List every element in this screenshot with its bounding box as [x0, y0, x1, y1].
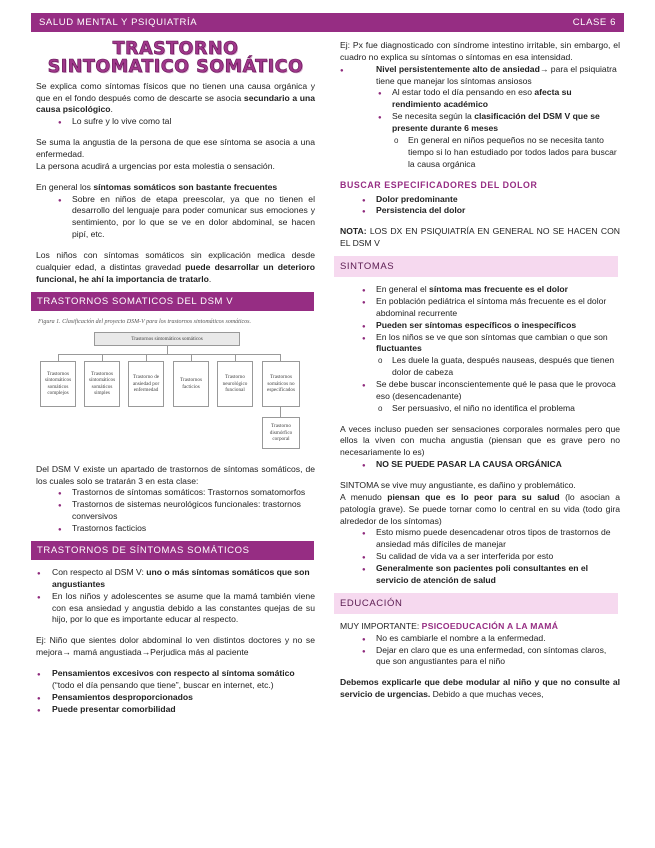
list-item: ● Pensamientos desproporcionados: [36, 692, 315, 704]
list-item: ● Trastornos facticios: [36, 523, 315, 535]
list-item: ● No es cambiarle el nombre a la enfermedad.: [340, 633, 620, 645]
diagram-box: Trastornos somáticos no especificados: [262, 361, 300, 407]
diagram-box: Trastorno neurológico funcional: [217, 361, 253, 407]
list-item: ● Trastornos de síntomas somáticos: Trastornos somatomorfos: [36, 487, 315, 499]
paragraph-urgencias: La persona acudirá a urgencias por esta molestia o sensación.: [36, 160, 275, 171]
paragraph-sintoma: SINTOMA se vive muy angustiante, es dañino y problemático.: [340, 480, 576, 491]
example-nino: Ej: Niño que sientes dolor abdominal lo ven distintos doctores y no se mejora→ mamá angustiada→Perjudica más al paciente: [36, 635, 315, 658]
nota-paragraph: NOTA: LOS DX EN PSIQUIATRÍA EN GENERAL NO SE HACEN CON EL DSM V: [340, 226, 620, 249]
example-px: Ej: Px fue diagnosticado con síndrome intestino irritable, sin embargo, el cuadro no explica su síntomas o síntomas en esa intensidad.: [340, 40, 620, 62]
list-item: ● En general el síntoma mas frecuente es el dolor: [340, 284, 620, 296]
paragraph-frecuentes: En general los síntomas somáticos son bastante frecuentes: [36, 181, 278, 192]
paragraph-deterioro: Los niños con síntomas somáticos sin explicación medica desde cualquier edad, a distintas gravedad puede desarrollar un deterioro funcional, he ahí la importancia de tratarlo.: [36, 250, 316, 284]
diagram-box: Trastorno dismórfico corporal: [262, 417, 300, 449]
left-column: [36, 40, 315, 715]
diagram-box: Trastornos facticios: [173, 361, 209, 407]
right-column: [340, 40, 620, 701]
list-item: o Les duele la guata, después nauseas, después que tienen dolor de cabeza: [340, 355, 620, 379]
diagram-box: Trastornos síntomáticos somáticos complejos: [40, 361, 76, 407]
list-item: ● Dolor predominante: [340, 194, 620, 206]
paragraph-a-veces: A veces incluso pueden ser sensaciones corporales normales pero que ellos la viven con mucha angustia (piensan que es grave pero no necesariamente lo es): [340, 423, 620, 458]
list-item: ● Puede presentar comorbilidad: [36, 704, 315, 716]
list-item: o En general en niños pequeños no se necesita tanto tiempo si lo han estudiado por todos lados para buscar la causa orgánica: [356, 135, 620, 171]
intro-paragraph: Se explica como síntomas físicos que no tienen una causa orgánica y que en el fondo después como de descarte se asocia secundario a una causa psicológico.: [36, 80, 316, 115]
section-header-sintomas-somaticos: TRASTORNOS DE SÍNTOMAS SOMÁTICOS: [31, 541, 314, 560]
list-item: ● Dejar en claro que es una enfermedad, con síntomas claros, que son angustiantes para el niño: [340, 645, 620, 669]
header-course: SALUD MENTAL Y PSIQUIATRÍA: [39, 16, 198, 28]
list-item: ● Nivel persistentemente alto de ansiedad→ para el psiquiatra tiene que manejar los síntomas ansiosos: [340, 64, 620, 88]
list-item: ● Lo sufre y lo vive como tal: [36, 116, 315, 128]
figure-caption: Figura 1. Clasificación del proyecto DSM-V para los trastornos sintomáticos somáticos.: [38, 318, 251, 325]
list-item: ● NO SE PUEDE PASAR LA CAUSA ORGÁNICA: [340, 459, 620, 471]
list-item: ● Esto mismo puede desencadenar otros tipos de trastornos de ansiedad más difíciles de manejar: [340, 527, 620, 551]
diagram-box: Trastornos síntomáticos somáticos simples: [84, 361, 120, 407]
list-item: ● Pueden ser síntomas específicos o inespecíficos: [340, 320, 620, 332]
list-item: ● Al estar todo el día pensando en eso afecta su rendimiento académico: [356, 87, 620, 111]
dsm-intro: Del DSM V existe un apartado de trastornos de síntomas somáticos, de los cuales solo se tratarán 3 en esta clase:: [36, 463, 315, 486]
header-bar: [31, 13, 624, 32]
list-item: ● En los niños y adolescentes se asume que la mamá también viene con esa ansiedad y angustia debido a las constantes quejas de su hijo, por lo que es importante educar al respecto.: [36, 591, 315, 627]
list-item: ● Con respecto al DSM V: uno o más síntomas somáticos que son angustiantes: [36, 567, 315, 591]
title-line-1: TRASTORNO: [112, 39, 239, 59]
diagram-root-box: Trastornos sintomáticos somáticos: [94, 332, 240, 346]
page-title: [36, 40, 315, 77]
section-header-sintomas: SINTOMAS: [334, 256, 618, 277]
list-item: ● Generalmente son pacientes poli consultantes en el servicio de atención de salud: [340, 563, 620, 587]
list-item: ● Pensamientos excesivos con respecto al síntoma somático (“todo el día pensando que tiene”, buscar en internet, etc.): [36, 668, 315, 692]
paragraph-angustia: Se suma la angustia de la persona de que ese síntoma se asocia a una enfermedad.: [36, 137, 315, 160]
diagram-box: Trastorno de ansiedad por enfermedad: [128, 361, 164, 407]
list-item: o Ser persuasivo, el niño no identifica el problema: [340, 403, 620, 415]
list-item: ● En los niños se ve que son síntomas que cambian o que son fluctuantes: [340, 332, 620, 356]
list-item: ● Su calidad de vida va a ser interferida por esto: [340, 551, 620, 563]
list-item: ● En población pediátrica el síntoma más frecuente es el dolor abdominal recurrente: [340, 296, 620, 320]
header-class: CLASE 6: [572, 16, 616, 28]
section-header-dsm: TRASTORNOS SOMATICOS DEL DSM V: [31, 292, 314, 311]
paragraph-menudo: A menudo piensan que es lo peor para su salud (lo asocian a patología grave). Se puede tornar como lo central en su vida (todo gira alrededor de los síntomas): [340, 491, 621, 526]
list-item: ● Persistencia del dolor: [340, 205, 620, 217]
classification-diagram: [36, 318, 306, 458]
section-header-educacion: EDUCACIÓN: [334, 593, 618, 614]
title-line-2: SINTOMATICO SOMÁTICO: [47, 57, 304, 78]
list-item: ● Se debe buscar inconscientemente qué le pasa que le provoca eso (desencadenante): [340, 379, 620, 403]
list-item: ● Se necesita según la clasificación del DSM V que se presente durante 6 meses: [356, 111, 620, 135]
paragraph-final: Debemos explicarle que debe modular al niño y que no consulte al servicio de urgencias. Debido a que muchas veces,: [340, 677, 620, 700]
list-item: ● Sobre en niños de etapa preescolar, ya que no tienen el desarrollo del lenguaje para poder comunicar sus emociones y sentimiento, por lo que se ve en dolor abdominal, se hacen pipí, etc.: [36, 194, 315, 241]
buscar-title: BUSCAR ESPECIFICADORES DEL DOLOR: [340, 180, 538, 191]
edu-title: MUY IMPORTANTE: PSICOEDUCACIÓN A LA MAMÁ: [340, 620, 559, 631]
list-item: ● Trastornos de sistemas neurológicos funcionales: trastornos conversivos: [36, 499, 315, 523]
